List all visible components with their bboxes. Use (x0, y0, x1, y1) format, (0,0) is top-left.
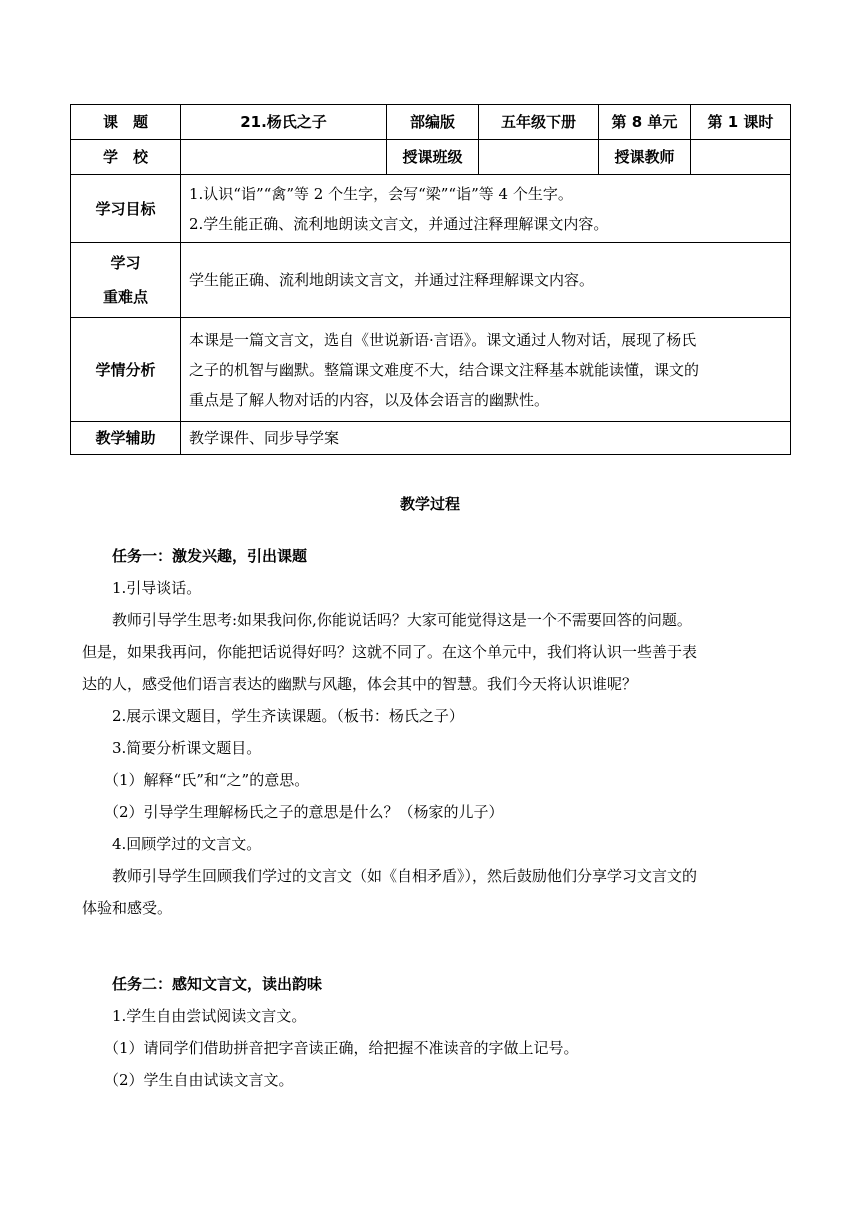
teacher-value (691, 140, 791, 175)
paragraph: 1.引导谈话。 (112, 579, 202, 597)
unit-value: 第 8 单元 (599, 105, 691, 140)
task1-section (82, 540, 792, 924)
paragraph: 但是，如果我再问，你能把话说得好吗？这就不同了。在这个单元中，我们将认识一些善于表 (82, 643, 698, 661)
lesson-info-table (70, 104, 791, 455)
key-points-label-line1: 学习 (110, 254, 141, 272)
topic-value: 21.杨氏之子 (181, 105, 387, 140)
process-title: 教学过程 (399, 495, 460, 513)
key-points-label (71, 243, 181, 318)
paragraph: 教师引导学生思考:如果我问你,你能说话吗？大家可能觉得这是一个不需要回答的问题。 (112, 611, 692, 629)
table-row (71, 175, 791, 243)
grade-value: 五年级下册 (479, 105, 599, 140)
aids-label: 教学辅助 (71, 422, 181, 455)
aids-content: 教学课件、同步导学案 (181, 422, 791, 455)
paragraph: （2）学生自由试读文言文。 (104, 1071, 294, 1089)
paragraph: 体验和感受。 (82, 899, 173, 917)
goals-label: 学习目标 (71, 175, 181, 243)
goals-content (181, 175, 791, 243)
key-points-content: 学生能正确、流利地朗读文言文，并通过注释理解课文内容。 (181, 243, 791, 318)
goal-item: 2.学生能正确、流利地朗读文言文，并通过注释理解课文内容。 (189, 214, 609, 233)
paragraph: （1）解释“氏”和“之”的意思。 (104, 771, 310, 789)
key-points-label-line2: 重难点 (102, 288, 148, 306)
topic-label: 课 题 (71, 105, 181, 140)
teacher-label: 授课教师 (599, 140, 691, 175)
paragraph: （2）引导学生理解杨氏之子的意思是什么？（杨家的儿子） (104, 803, 504, 821)
task2-title: 任务二：感知文言文，读出韵味 (112, 975, 323, 993)
goal-item: 1.认识“诣”“禽”等 2 个生字，会写“梁”“诣”等 4 个生字。 (189, 184, 573, 203)
analysis-content (181, 318, 791, 422)
class-label: 授课班级 (387, 140, 479, 175)
table-row (71, 140, 791, 175)
paragraph: 4.回顾学过的文言文。 (112, 835, 262, 853)
paragraph: （1）请同学们借助拼音把字音读正确，给把握不准读音的字做上记号。 (104, 1039, 579, 1057)
task2-section (82, 968, 792, 1096)
analysis-line: 本课是一篇文言文，选自《世说新语·言语》。课文通过人物对话，展现了杨氏 (189, 330, 697, 349)
school-value (181, 140, 387, 175)
paragraph: 1.学生自由尝试阅读文言文。 (112, 1007, 307, 1025)
school-label: 学 校 (71, 140, 181, 175)
task1-title: 任务一：激发兴趣，引出课题 (112, 547, 308, 565)
paragraph: 教师引导学生回顾我们学过的文言文（如《自相矛盾》），然后鼓励他们分享学习文言文的 (112, 867, 698, 885)
paragraph: 3.简要分析课文题目。 (112, 739, 262, 757)
paragraph: 达的人，感受他们语言表达的幽默与风趣，体会其中的智慧。我们今天将认识谁呢？ (82, 675, 638, 693)
edition-value: 部编版 (387, 105, 479, 140)
table-row (71, 318, 791, 422)
table-row (71, 243, 791, 318)
table-row (71, 422, 791, 455)
table-row (71, 105, 791, 140)
analysis-line: 重点是了解人物对话的内容，以及体会语言的幽默性。 (189, 390, 550, 409)
analysis-label: 学情分析 (71, 318, 181, 422)
class-value (479, 140, 599, 175)
paragraph: 2.展示课文题目，学生齐读课题。（板书：杨氏之子） (112, 707, 464, 725)
lesson-value: 第 1 课时 (691, 105, 791, 140)
analysis-line: 之子的机智与幽默。整篇课文难度不大，结合课文注释基本就能读懂，课文的 (189, 360, 700, 379)
